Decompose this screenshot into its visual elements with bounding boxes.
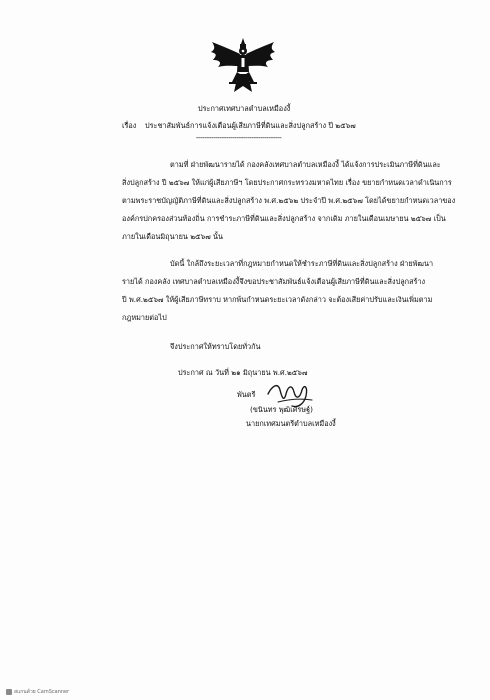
- header-divider: ----------------------------------------: [196, 133, 282, 142]
- subject-label: เรื่อง: [122, 121, 137, 130]
- camscanner-watermark: [6, 688, 69, 696]
- paragraph1-line2: สิ่งปลูกสร้าง ปี ๒๕๖๗ ให้แก่ผู้เสียภาษีฯ โดยประกาศกระทรวงมหาดไทย เรื่อง ขยายกำหนดเวลาดำเนินการ: [122, 178, 452, 187]
- signature-prefix: พันตรี: [237, 390, 256, 399]
- paragraph1-line4: องค์กรปกครองส่วนท้องถิ่น การชำระภาษีที่ดินและสิ่งปลูกสร้าง จากเดิม ภายในเดือนเมษายน ๒๕๖๗ เป็น: [122, 214, 446, 223]
- signatory-name: (ขนินทร พุฒิเศรษฐ์): [250, 405, 313, 414]
- paragraph1-line3: ตามพระราชบัญญัติภาษีที่ดินและสิ่งปลูกสร้าง พ.ศ.๒๕๖๒ ประจำปี พ.ศ.๒๕๖๗ โดยได้ขยายกำหนดเวลาของ: [122, 196, 456, 205]
- paragraph1-line5: ภายในเดือนมิถุนายน ๒๕๖๗ นั้น: [122, 232, 223, 241]
- date-line: ประกาศ ณ วันที่ ๒๑ มิถุนายน พ.ศ.๒๕๖๗: [178, 368, 308, 377]
- announcement-org: ประกาศเทศบาลตำบลเหมืองงี้: [198, 104, 291, 113]
- camscanner-logo-icon: [6, 689, 12, 695]
- subject-text: ประชาสัมพันธ์การแจ้งเตือนผู้เสียภาษีที่ดินและสิ่งปลูกสร้าง ปี ๒๕๖๗: [145, 121, 356, 130]
- closing-line: จึงประกาศให้ทราบโดยทั่วกัน: [170, 342, 261, 351]
- paragraph1-line1: ตามที่ ฝ่ายพัฒนารายได้ กองคลังเทศบาลตำบลเหมืองงี้ ได้แจ้งการประเมินภาษีที่ดินและ: [170, 160, 441, 169]
- paragraph2-line3: ปี พ.ศ.๒๕๖๗ ให้ผู้เสียภาษีทราบ หากพ้นกำหนดระยะเวลาดังกล่าว จะต้องเสียค่าปรับและเงินเพิ่มตาม: [122, 295, 433, 304]
- signatory-title: นายกเทศมนตรีตำบลเหมืองงี้: [246, 419, 336, 428]
- camscanner-text: สแกนด้วย CamScanner: [14, 689, 70, 695]
- garuda-emblem-icon: [210, 36, 276, 96]
- paragraph2-line2: รายได้ กองคลัง เทศบาลตำบลเหมืองงี้จึงขอประชาสัมพันธ์แจ้งเตือนผู้เสียภาษีที่ดินและสิ่งปลูกสร้าง: [122, 277, 426, 286]
- paragraph2-line4: กฎหมายต่อไป: [122, 313, 167, 322]
- paragraph2-line1: บัดนี้ ใกล้ถึงระยะเวลาที่กฎหมายกำหนดให้ชำระภาษีที่ดินและสิ่งปลูกสร้าง ฝ่ายพัฒนา: [170, 259, 434, 268]
